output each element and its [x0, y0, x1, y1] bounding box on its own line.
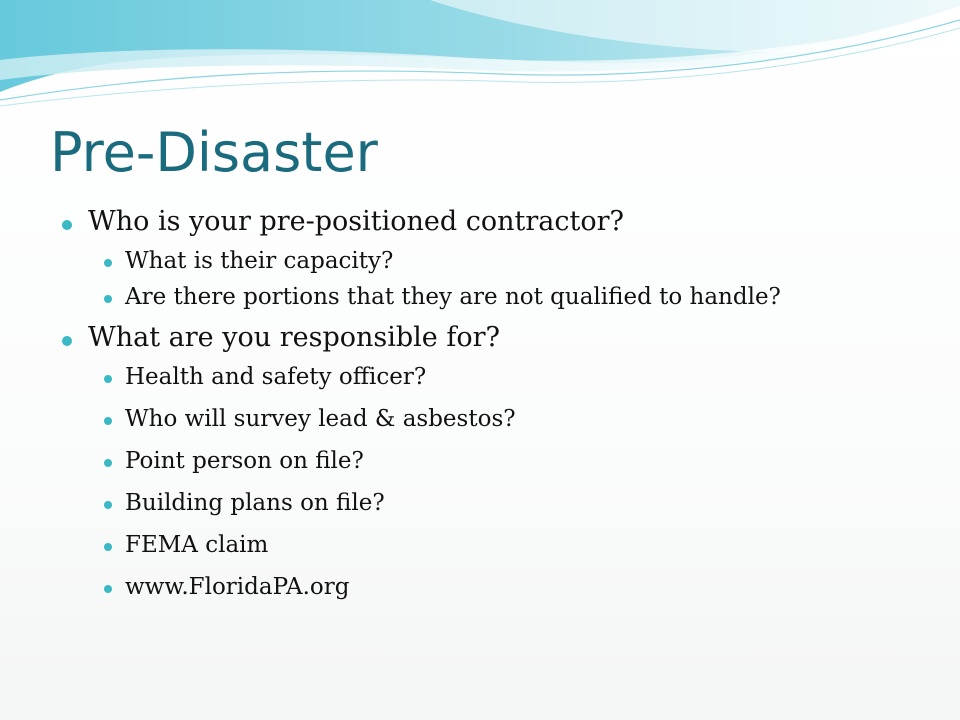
sub-bullet-item: [58, 488, 938, 518]
sub-bullet-text: Point person on file?: [125, 448, 364, 474]
bullet-icon: [104, 259, 112, 267]
bullet-list: [58, 204, 938, 600]
slide-title: Pre-Disaster: [50, 121, 378, 184]
sub-bullet-text: What is their capacity?: [125, 248, 394, 274]
bullet-icon: [104, 501, 112, 509]
sub-bullet-text: Building plans on file?: [125, 490, 385, 516]
sub-bullet-text: Who will survey lead & asbestos?: [125, 406, 516, 432]
sub-bullet-text: www.FloridaPA.org: [125, 574, 350, 600]
bullet-icon: [104, 459, 112, 467]
sub-bullet-item: [58, 530, 938, 560]
bullet-icon: [104, 295, 112, 303]
bullet-item: [58, 204, 938, 240]
bullet-icon: [104, 375, 112, 383]
bullet-icon: [104, 585, 112, 593]
sub-bullet-item: [58, 246, 938, 276]
bullet-text: What are you responsible for?: [88, 322, 500, 353]
bullet-item: [58, 320, 938, 356]
bullet-icon: [104, 417, 112, 425]
sub-bullet-text: FEMA claim: [125, 532, 269, 558]
sub-bullet-item: [58, 446, 938, 476]
bullet-icon: [62, 220, 72, 230]
decorative-wave-header: [0, 0, 960, 120]
sub-bullet-item: [58, 404, 938, 434]
bullet-icon: [62, 336, 72, 346]
bullet-text: Who is your pre-positioned contractor?: [88, 206, 624, 237]
sub-bullet-item: [58, 282, 938, 312]
sub-bullet-item: [58, 572, 938, 602]
bullet-icon: [104, 543, 112, 551]
sub-bullet-text: Health and safety officer?: [125, 364, 427, 390]
sub-bullet-text: Are there portions that they are not qualified to handle?: [125, 284, 781, 310]
sub-bullet-item: [58, 362, 938, 392]
